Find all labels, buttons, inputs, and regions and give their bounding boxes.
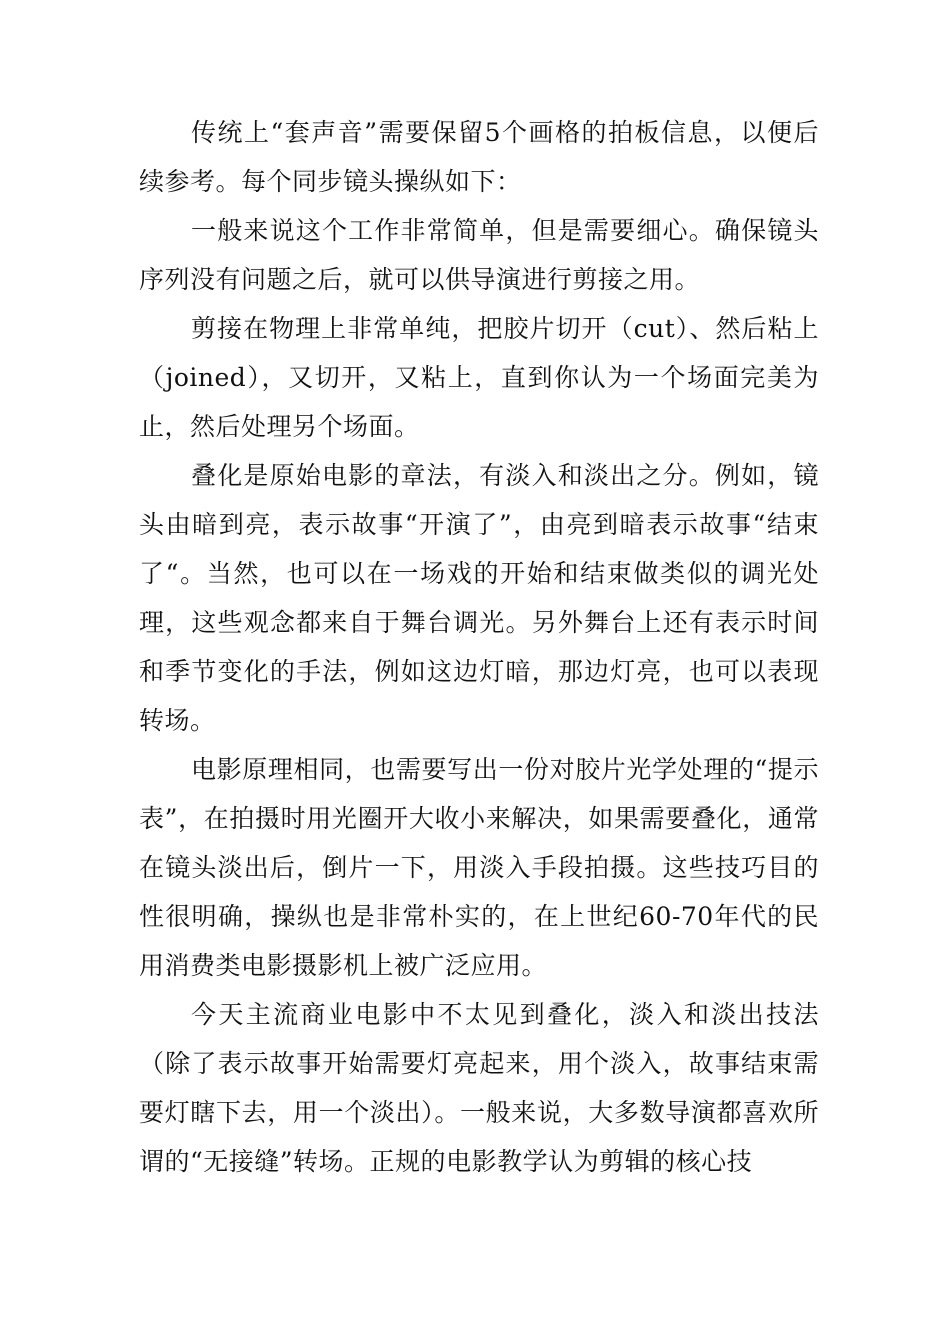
paragraph-5: 电影原理相同，也需要写出一份对胶片光学处理的“提示表”，在拍摄时用光圈开大收小来解决，如果需要叠化，通常在镜头淡出后，倒片一下，用淡入手段拍摄。这些技巧目的性很明确，操纵也是非常朴实的，在上世纪60-70年代的民用消费类电影摄影机上被广泛应用。 [139, 755, 819, 980]
body-text [139, 108, 819, 1186]
paragraph-1: 传统上“套声音”需要保留5个画格的拍板信息，以便后续参考。每个同步镜头操纵如下： [139, 118, 819, 196]
paragraph-3: 剪接在物理上非常单纯，把胶片切开（cut）、然后粘上（joined），又切开，又粘上，直到你认为一个场面完美为止，然后处理另个场面。 [139, 314, 819, 441]
paragraph-2: 一般来说这个工作非常简单，但是需要细心。确保镜头序列没有问题之后，就可以供导演进行剪接之用。 [139, 216, 819, 294]
paragraph-4: 叠化是原始电影的章法，有淡入和淡出之分。例如，镜头由暗到亮，表示故事“开演了”，由亮到暗表示故事“结束了“。当然，也可以在一场戏的开始和结束做类似的调光处理，这些观念都来自于舞台调光。另外舞台上还有表示时间和季节变化的手法，例如这边灯暗，那边灯亮，也可以表现转场。 [139, 461, 819, 735]
paragraph-6: 今天主流商业电影中不太见到叠化，淡入和淡出技法（除了表示故事开始需要灯亮起来，用个淡入，故事结束需要灯瞎下去，用一个淡出）。一般来说，大多数导演都喜欢所谓的“无接缝”转场。正规的电影教学认为剪辑的核心技 [139, 1000, 819, 1176]
